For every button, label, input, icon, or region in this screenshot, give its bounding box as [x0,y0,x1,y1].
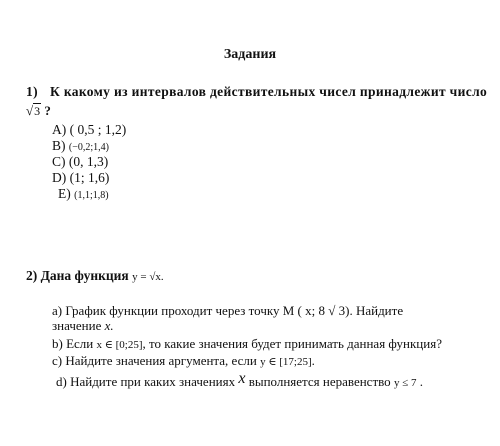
item-c-end: . [311,353,315,368]
option-a [52,122,126,138]
item-a-cont [52,318,114,334]
item-a-var: x. [104,318,114,333]
question-1-continuation [26,103,51,119]
item-d-end: . [419,374,423,389]
question-mark: ? [44,103,51,118]
option-value: (−0,2;1,4) [68,142,109,153]
item-b-math: x ∈ [0;25] [96,339,143,351]
option-value: ( 0,5 ; 1,2) [69,122,127,137]
page-title: Задания [223,47,277,62]
question-1-number: 1) [26,84,38,99]
item-a-text2: значение [52,318,102,333]
option-value: (1,1;1,8) [74,190,109,201]
question-2-label: 2) Дана функция [26,268,129,283]
item-b-text2: , то какие значения будет принимать данная функция? [142,336,442,351]
option-d [52,170,109,186]
item-d-text2: выполняется неравенство [248,374,391,389]
question-1-text: К какому из интервалов действительных чисел принадлежит число [49,84,488,99]
option-c [52,154,108,170]
item-d [56,370,423,391]
item-b-text1: b) Если [52,336,94,351]
function-formula: y = √x. [132,271,164,283]
item-a-text: a) График функции проходит через точку М ( x; 8 √ 3). Найдите [52,303,404,318]
option-letter: A) [52,122,67,137]
item-c [52,353,315,369]
item-c-math: y ∈ [17;25] [260,356,312,368]
item-d-text1: d) Найдите при каких значениях [56,374,236,389]
option-letter: C) [52,154,66,169]
item-d-var: x [238,370,246,387]
question-1 [26,84,487,100]
question-2 [26,268,164,284]
option-value: (0, 1,3) [68,154,109,169]
option-letter: E) [58,186,71,201]
sqrt-expression [26,104,41,118]
item-c-text: c) Найдите значения аргумента, если [52,353,257,368]
option-letter: D) [52,170,67,185]
item-d-math: y ≤ 7 [393,377,417,389]
radicand: 3 [34,104,41,118]
option-value: (1; 1,6) [69,170,110,185]
item-b [52,336,442,352]
option-letter: B) [52,138,66,153]
item-a [52,303,403,319]
option-e [58,186,109,202]
radical-sign: √ [26,103,34,118]
option-b [52,138,109,154]
